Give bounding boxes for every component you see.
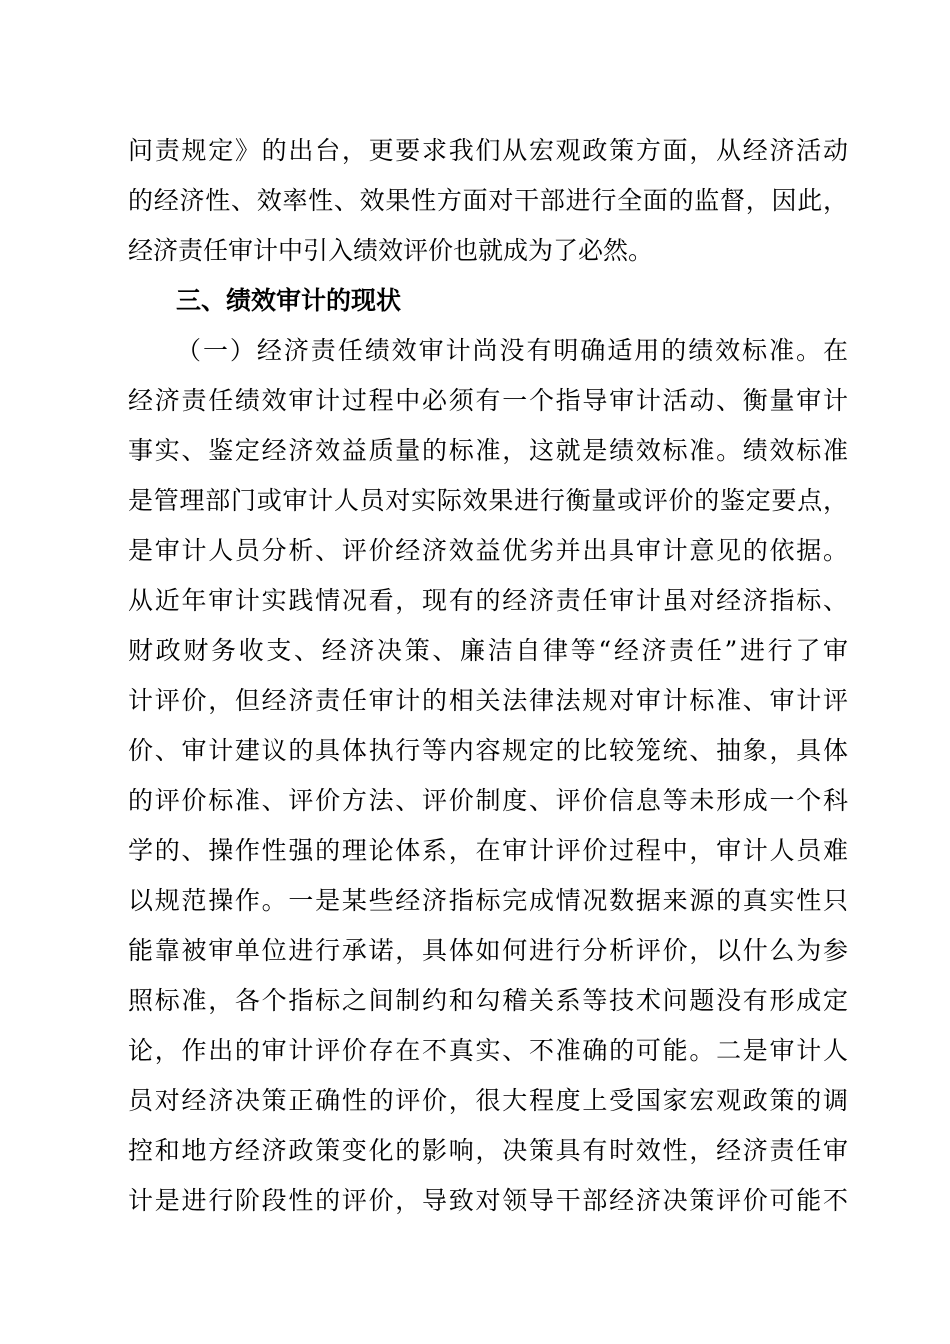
body-text-line: 是管理部门或审计人员对实际效果进行衡量或评价的鉴定要点， (128, 486, 848, 515)
body-text-line: 能靠被审单位进行承诺，具体如何进行分析评价，以什么为参 (128, 936, 848, 965)
body-text-line: 控和地方经济政策变化的影响，决策具有时效性，经济责任审 (128, 1136, 848, 1165)
body-text-line: 员对经济决策正确性的评价，很大程度上受国家宏观政策的调 (128, 1086, 848, 1115)
body-text-line: 从近年审计实践情况看，现有的经济责任审计虽对经济指标、 (128, 586, 848, 615)
body-text-line: 经济责任审计中引入绩效评价也就成为了必然。 (128, 236, 654, 265)
body-text-line: 论，作出的审计评价存在不真实、不准确的可能。二是审计人 (128, 1036, 848, 1065)
body-text-line: 学的、操作性强的理论体系，在审计评价过程中，审计人员难 (128, 836, 848, 865)
body-text-line: 以规范操作。一是某些经济指标完成情况数据来源的真实性只 (128, 886, 848, 915)
body-text-line: 的经济性、效率性、效果性方面对干部进行全面的监督，因此， (128, 186, 848, 215)
body-text-line: 事实、鉴定经济效益质量的标准，这就是绩效标准。绩效标准 (128, 436, 848, 465)
body-text-line: （一）经济责任绩效审计尚没有明确适用的绩效标准。在 (176, 336, 848, 365)
body-text-line: 价、审计建议的具体执行等内容规定的比较笼统、抽象，具体 (128, 736, 848, 765)
body-text-line: 经济责任绩效审计过程中必须有一个指导审计活动、衡量审计 (128, 386, 848, 415)
body-text-line: 的评价标准、评价方法、评价制度、评价信息等未形成一个科 (128, 786, 848, 815)
body-text-line: 计是进行阶段性的评价，导致对领导干部经济决策评价可能不 (128, 1186, 848, 1215)
body-text-line: 照标准，各个指标之间制约和勾稽关系等技术问题没有形成定 (128, 986, 848, 1015)
body-text-line: 问责规定》的出台，更要求我们从宏观政策方面，从经济活动 (128, 136, 848, 165)
body-text-line: 是审计人员分析、评价经济效益优劣并出具审计意见的依据。 (128, 536, 848, 565)
body-text-line: 财政财务收支、经济决策、廉洁自律等“经济责任”进行了审 (128, 636, 848, 665)
body-text-line: 计评价，但经济责任审计的相关法律法规对审计标准、审计评 (128, 686, 848, 715)
section-heading: 三、绩效审计的现状 (176, 286, 402, 315)
